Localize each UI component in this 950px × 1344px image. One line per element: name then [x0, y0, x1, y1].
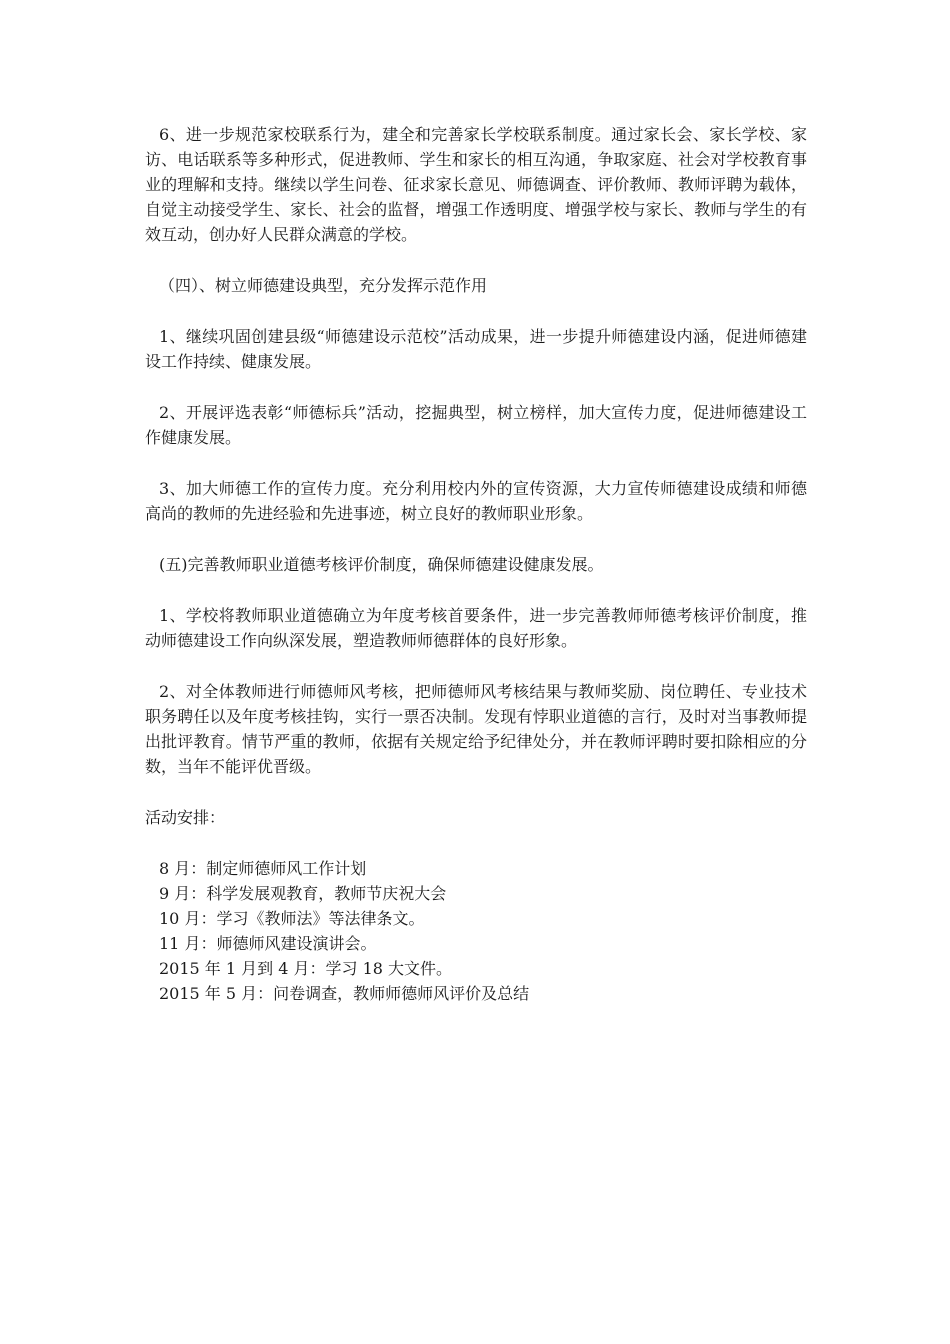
schedule-item: 2015 年 1 月到 4 月：学习 18 大文件。	[159, 959, 453, 978]
schedule-item: 2015 年 5 月：问卷调查，教师师德师风评价及总结	[159, 984, 530, 1003]
schedule-item: 11 月：师德师风建设演讲会。	[159, 934, 377, 953]
paragraph-ethics-evaluation: 2、对全体教师进行师德师风考核，把师德师风考核结果与教师奖励、岗位聘任、专业技术职务聘任以及年度考核挂钩，实行一票否决制。发现有悖职业道德的言行，及时对当事教师提出批评教育。情节严重的教师，依据有关规定给予纪律处分，并在教师评聘时要扣除相应的分数，当年不能评优晋级。	[145, 682, 807, 776]
paragraph-publicity: 3、加大师德工作的宣传力度。充分利用校内外的宣传资源，大力宣传师德建设成绩和师德高尚的教师的先进经验和先进事迹，树立良好的教师职业形象。	[145, 479, 807, 523]
section-heading-five: (五)完善教师职业道德考核评价制度，确保师德建设健康发展。	[159, 555, 604, 574]
schedule-item: 9 月：科学发展观教育，教师节庆祝大会	[159, 884, 447, 903]
schedule-heading: 活动安排：	[145, 808, 226, 827]
document-body	[145, 122, 807, 1006]
schedule-list	[145, 856, 807, 1006]
schedule-item: 10 月：学习《教师法》等法律条文。	[159, 909, 425, 928]
schedule-item: 8 月：制定师德师风工作计划	[159, 859, 367, 878]
section-heading-four: （四）、树立师德建设典型，充分发挥示范作用	[159, 276, 488, 295]
paragraph-annual-assessment: 1、学校将教师职业道德确立为年度考核首要条件，进一步完善教师师德考核评价制度，推动师德建设工作向纵深发展，塑造教师师德群体的良好形象。	[145, 606, 807, 650]
paragraph-model-teacher: 2、开展评选表彰“师德标兵”活动，挖掘典型，树立榜样，加大宣传力度，促进师德建设工作健康发展。	[145, 403, 807, 447]
paragraph-home-school-contact: 6、进一步规范家校联系行为，建全和完善家长学校联系制度。通过家长会、家长学校、家访、电话联系等多种形式，促进教师、学生和家长的相互沟通，争取家庭、社会对学校教育事业的理解和支持。继续以学生问卷、征求家长意见、师德调查、评价教师、教师评聘为载体，自觉主动接受学生、家长、社会的监督，增强工作透明度、增强学校与家长、教师与学生的有效互动，创办好人民群众满意的学校。	[145, 125, 807, 244]
paragraph-model-school: 1、继续巩固创建县级“师德建设示范校”活动成果，进一步提升师德建设内涵，促进师德建设工作持续、健康发展。	[145, 327, 807, 371]
